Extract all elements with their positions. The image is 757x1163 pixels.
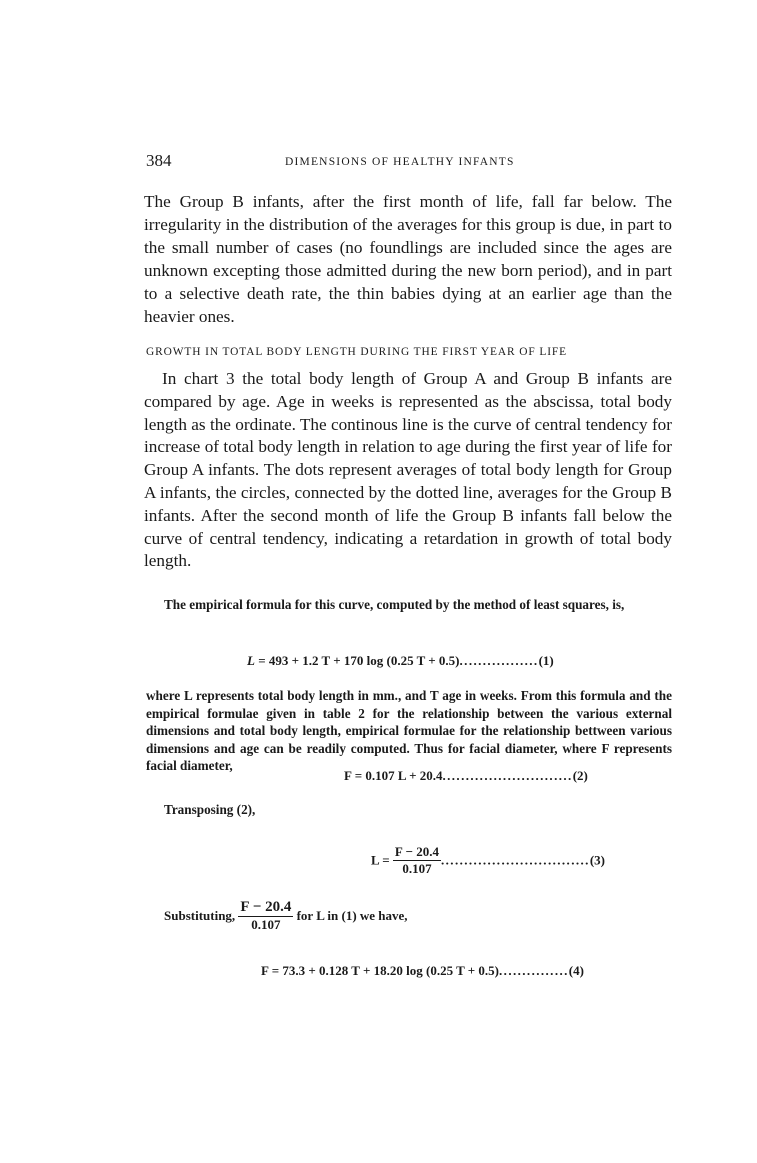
equation-1-number: (1) xyxy=(538,653,554,668)
transposing-label: Transposing (2), xyxy=(164,802,256,817)
page-number: 384 xyxy=(146,151,172,170)
equation-1-lhs: L xyxy=(247,653,255,668)
equation-3-fraction xyxy=(393,844,441,877)
equation-4-body: F = 73.3 + 0.128 T + 18.20 log (0.25 T + 0.5) xyxy=(261,963,500,978)
substituting-numerator: F − 20.4 xyxy=(240,899,292,915)
paragraph-empirical-formula: The empirical formula for this curve, computed by the method of least squares, is, xyxy=(164,597,625,612)
equation-1 xyxy=(247,653,554,669)
equation-2-number: (2) xyxy=(572,768,588,783)
substituting-line xyxy=(164,899,408,933)
substituting-denominator: 0.107 xyxy=(251,917,281,932)
running-head: DIMENSIONS OF HEALTHY INFANTS xyxy=(285,156,515,168)
section-heading: GROWTH IN TOTAL BODY LENGTH DURING THE FIRST YEAR OF LIFE xyxy=(146,346,567,358)
substituting-suffix: for L in (1) we have, xyxy=(296,908,408,923)
equation-4-number: (4) xyxy=(568,963,584,978)
substituting-prefix: Substituting, xyxy=(164,908,236,923)
equation-1-leader: ................. xyxy=(459,653,539,668)
equation-2-body: F = 0.107 L + 20.4 xyxy=(344,768,443,783)
equation-4-leader: ............... xyxy=(499,963,569,978)
equation-2-leader: ............................ xyxy=(442,768,573,783)
equation-2 xyxy=(344,768,588,784)
equation-1-rhs: = 493 + 1.2 T + 170 log (0.25 T + 0.5) xyxy=(258,653,460,668)
paragraph-formula-explanation: where L represents total body length in mm., and T age in weeks. From this formula and the empirical formulae given in table 2 for the relationship between the various external dimensions and total body length, empirical formulae for the relationship bettween various dimensions and age can be readily computed. Thus for facial diameter, where F represents facial diameter, xyxy=(146,688,672,773)
equation-3-number: (3) xyxy=(589,852,605,868)
substituting-fraction xyxy=(238,899,293,933)
paragraph-group-b-infants: The Group B infants, after the first month of life, fall far below. The irregularity in the distribution of the averages for this group is due, in part to the small number of cases (no foundlings are included since the ages are unknown excepting those admitted during the new born period), and in part to a selective death rate, the thin babies dying at an earlier age than the heavier ones. xyxy=(144,192,672,326)
paragraph-chart-3: In chart 3 the total body length of Group A and Group B infants are compared by age. Age in weeks is represented as the abscissa, total body length as the ordinate. The continous line is the curve of central tendency for increase of total body length in relation to age during the first year of life for Group A infants. The dots represent averages of total body length for Group A infants, the circles, connected by the dotted line, averages for the Group B infants. After the second month of life the Group B infants fall below the curve of central tendency, indicating a retardation in growth of total body length. xyxy=(144,369,672,571)
equation-3-leader: ................................ xyxy=(441,852,590,868)
equation-3-numerator: F − 20.4 xyxy=(394,844,439,859)
equation-4 xyxy=(261,963,584,979)
equation-3-lhs: L = xyxy=(371,852,390,868)
equation-3-denominator: 0.107 xyxy=(402,861,432,876)
equation-3 xyxy=(371,844,605,877)
